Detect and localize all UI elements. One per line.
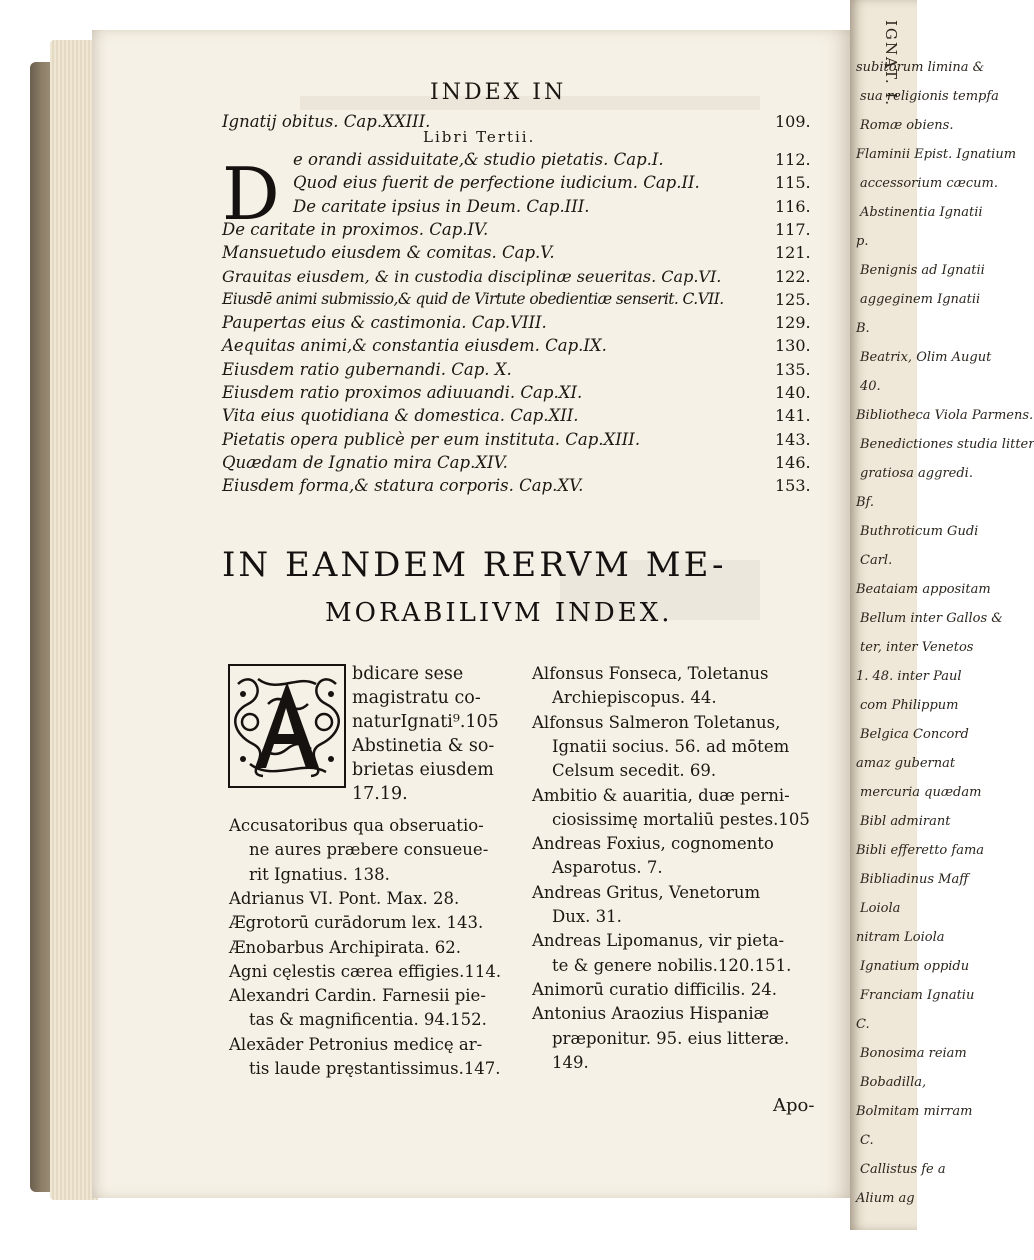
index-entry: Eiusdem forma,& statura corporis. Cap.XV.: [222, 476, 584, 496]
facing-page-line: Callistus fe a: [860, 1162, 946, 1177]
index-entry-right: ciosissimę mortaliū pestes.105: [552, 809, 810, 829]
index-entry-page: 122.: [775, 266, 811, 286]
index-entry-page: 143.: [775, 429, 811, 449]
index-entry: e orandi assiduitate,& studio pietatis. Cap.I.: [293, 150, 664, 169]
facing-page-line: Bibl admirant: [860, 814, 951, 829]
index-entry-right: Archiepiscopus. 44.: [552, 688, 717, 708]
facing-page-line: Bibli efferetto fama: [856, 843, 985, 858]
index-entry-page: 140.: [775, 383, 811, 402]
facing-page-line: amaz gubernat: [856, 756, 956, 771]
facing-page-line: subitorum limina &: [856, 60, 985, 75]
index-entry-right: Dux. 31.: [552, 907, 622, 926]
facing-page-line: Benignis ad Ignatii: [860, 263, 985, 278]
index-entry-page: 125.: [775, 289, 811, 309]
index-entry-left: tas & magnificentia. 94.152.: [249, 1010, 487, 1030]
index-entry-left: Ægrotorū curādorum lex. 143.: [229, 913, 484, 933]
catchword: Apo-: [773, 1095, 815, 1116]
index-entry: Pietatis opera publicè per eum instituta. Cap.XIII.: [222, 429, 641, 449]
facing-page-line: accessorium cæcum.: [860, 176, 998, 191]
facing-page-line: Bibliadinus Maff: [860, 872, 969, 887]
running-title: INDEX IN: [430, 80, 567, 105]
facing-page-line: Bf.: [856, 495, 875, 510]
index-entry-page: 141.: [775, 406, 811, 426]
index-entry-right: te & genere nobilis.120.151.: [552, 955, 792, 975]
index-entry-left: ne aures præbere consueue-: [249, 840, 489, 860]
index-entry-page: 116.: [775, 196, 811, 216]
index-entry-right: Ambitio & auaritia, duæ perni-: [532, 785, 790, 805]
facing-page-line: sua religionis tempfa: [860, 89, 999, 104]
facing-page-line: Ignatium oppidu: [860, 959, 970, 974]
index-entry-left: tis laude pręstantissimus.147.: [249, 1059, 501, 1078]
facing-page-line: Bellum inter Gallos &: [860, 611, 1003, 626]
facing-page-line: com Philippum: [860, 698, 959, 713]
facing-page-line: Beataiam appositam: [856, 582, 991, 597]
index-entry-right: Animorū curatio difficilis. 24.: [532, 979, 777, 999]
index-entry-page: 129.: [775, 313, 811, 333]
index-entry: De caritate ipsius in Deum. Cap.III.: [293, 196, 590, 216]
index-entry-right: 149.: [552, 1052, 589, 1072]
facing-page-header: IGNAT. I.: [882, 20, 900, 108]
index-entry-right: præponitur. 95. eius litteræ.: [552, 1028, 790, 1048]
index-entry: Quædam de Ignatio mira Cap.XIV.: [222, 452, 508, 472]
decorated-initial-a: [228, 664, 346, 788]
facing-page-line: mercuria quædam: [860, 785, 982, 800]
facing-page-line: C.: [856, 1017, 870, 1032]
index-entry-page: 117.: [775, 219, 811, 239]
facing-page-line: Bibliotheca Viola Parmens.: [856, 408, 1034, 423]
index-entry: Aequitas animi,& constantia eiusdem. Cap.IX.: [222, 336, 607, 356]
index-entry-right: Andreas Gritus, Venetorum: [532, 882, 761, 902]
index-entry-page: 146.: [775, 452, 811, 472]
index-entry: Eiusdem ratio gubernandi. Cap. X.: [222, 359, 512, 379]
facing-page-line: C.: [860, 1133, 874, 1148]
index-entry: Eiusdem ratio proximos adiuuandi. Cap.XI.: [222, 383, 583, 402]
facing-page-line: nitram Loiola: [856, 930, 945, 945]
index-entry: De caritate in proximos. Cap.IV.: [222, 219, 489, 239]
index-entry-right: Ignatii socius. 56. ad mōtem: [552, 736, 790, 756]
facing-page-line: Flaminii Epist. Ignatium: [856, 147, 1017, 162]
index-entry-page: 121.: [775, 243, 811, 263]
facing-page-line: Bobadilla,: [860, 1075, 927, 1090]
index-entry-right: Alfonsus Salmeron Toletanus,: [532, 712, 781, 732]
top-entry: Ignatij obitus. Cap.XXIII.: [222, 112, 431, 131]
index-entry-right: Andreas Foxius, cognomento: [532, 834, 774, 854]
index-entry-left: Accusatoribus qua obseruatio-: [229, 816, 484, 835]
index-entry-left: 17.19.: [352, 784, 408, 804]
index-entry-page: 115.: [775, 173, 811, 193]
index-entry-right: Celsum secedit. 69.: [552, 761, 717, 781]
facing-page-line: Romæ obiens.: [860, 118, 954, 133]
index-entry: Paupertas eius & castimonia. Cap.VIII.: [222, 313, 547, 333]
index-entry-left: rit Ignatius. 138.: [249, 864, 390, 884]
top-entry-page: 109.: [775, 112, 811, 131]
facing-page: [850, 0, 1034, 1230]
index-entry-left: Adrianus VI. Pont. Max. 28.: [229, 888, 460, 908]
facing-page-line: Buthroticum Gudi: [860, 524, 979, 539]
index-entry: Grauitas eiusdem, & in custodia disciplinæ seueritas. Cap.VI.: [222, 266, 722, 286]
index-entry-left: Agni cęlestis cærea effigies.114.: [229, 961, 502, 981]
facing-page-line: Alium ag: [856, 1191, 915, 1206]
index-entry-left: naturIgnati⁹.105: [352, 712, 499, 732]
index-entry: Quod eius fuerit de perfectione iudicium. Cap.II.: [293, 173, 700, 193]
facing-page-line: 1. 48. inter Paul: [856, 669, 962, 684]
index-title-line-1: IN EANDEM RERVM ME-: [222, 545, 727, 585]
facing-page-line: aggeginem Ignatii: [860, 292, 981, 307]
facing-page-line: Abstinentia Ignatii: [860, 205, 983, 220]
index-entry-left: Ænobarbus Archipirata. 62.: [229, 937, 461, 957]
facing-page-line: B.: [856, 321, 870, 336]
index-entry-page: 153.: [775, 476, 811, 496]
facing-page-line: Loiola: [860, 901, 901, 916]
index-entry-page: 135.: [775, 359, 811, 379]
index-entry-left: bdicare sese: [352, 664, 464, 684]
facing-page-line: Bonosima reiam: [860, 1046, 967, 1061]
index-entry-left: brietas eiusdem: [352, 760, 494, 780]
page-block-edge: [50, 40, 98, 1200]
facing-page-line: Belgica Concord: [860, 727, 969, 742]
facing-page-line: Carl.: [860, 553, 893, 568]
facing-page-line: Franciam Ignatiu: [860, 988, 975, 1003]
facing-page-line: Bolmitam mirram: [856, 1104, 973, 1119]
facing-page-line: 40.: [860, 379, 881, 394]
index-entry-right: Andreas Lipomanus, vir pieta-: [532, 931, 785, 951]
index-entry-page: 130.: [775, 336, 811, 356]
index-entry-page: 112.: [775, 150, 811, 169]
facing-page-line: p.: [856, 234, 869, 249]
index-entry-left: Abstinetia & so-: [352, 736, 495, 756]
index-entry-right: Asparotus. 7.: [552, 858, 663, 878]
initial-letter-d: D: [222, 152, 280, 236]
index-entry-left: Alexandri Cardin. Farnesii pie-: [229, 986, 486, 1006]
book-three-heading: Libri Tertii.: [423, 128, 536, 146]
index-entry: Eiusdē animi submissio,& quid de Virtute obedientiæ senserit. C.VII.: [222, 289, 724, 308]
facing-page-line: ter, inter Venetos: [860, 640, 974, 655]
facing-page-line: Benedictiones studia litter: [860, 437, 1034, 452]
index-entry: Mansuetudo eiusdem & comitas. Cap.V.: [222, 243, 555, 263]
index-entry-right: Antonius Araozius Hispaniæ: [532, 1004, 770, 1024]
index-entry-left: magistratu co-: [352, 688, 481, 708]
index-entry-right: Alfonsus Fonseca, Toletanus: [532, 664, 769, 683]
facing-page-line: Beatrix, Olim Augut: [860, 350, 992, 365]
index-title-line-2: MORABILIVM INDEX.: [325, 598, 673, 628]
index-entry: Vita eius quotidiana & domestica. Cap.XII.: [222, 406, 579, 426]
facing-page-line: gratiosa aggredi.: [860, 466, 973, 481]
index-entry-left: Alexāder Petronius medicę ar-: [229, 1034, 483, 1054]
